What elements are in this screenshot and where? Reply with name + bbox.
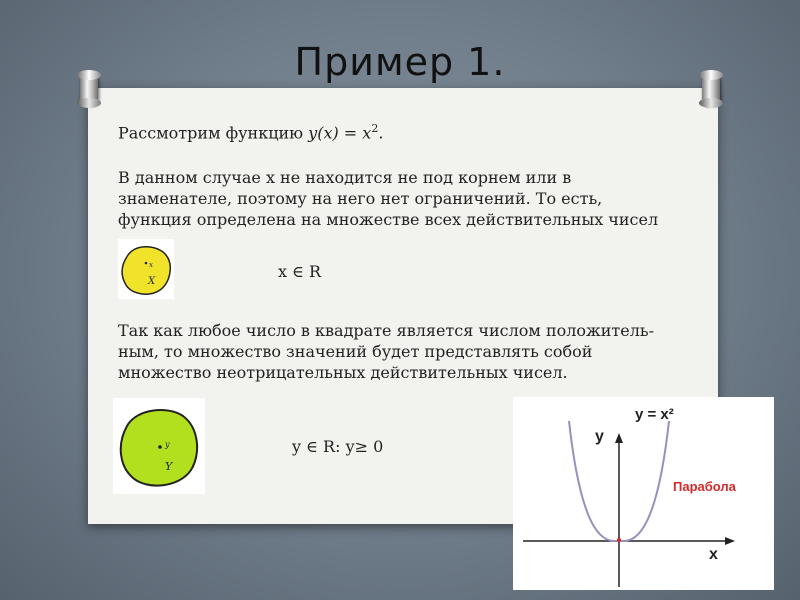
domain-blob-shape	[122, 247, 170, 294]
domain-line: знаменателе, поэтому на него нет ограничений. То есть,	[118, 189, 603, 208]
range-big-label: Y	[165, 460, 173, 473]
intro-period: .	[378, 123, 384, 143]
domain-big-label: X	[148, 276, 156, 287]
origin-point	[617, 538, 621, 542]
range-explanation	[118, 320, 654, 383]
domain-statement: x ∈ R	[278, 262, 322, 281]
range-line: ным, то множество значений будет представлять собой	[118, 342, 593, 361]
y-axis-arrow-icon	[615, 433, 623, 443]
function-formula: y(x) = x	[308, 123, 372, 143]
domain-point	[145, 262, 148, 265]
y-axis-label: y	[595, 428, 604, 445]
parabola-label: Парабола	[673, 479, 736, 494]
pin-left-icon	[80, 74, 98, 104]
graph-equation: y = x²	[635, 406, 674, 423]
intro-text: Рассмотрим функцию	[118, 123, 309, 143]
x-axis-label: x	[709, 546, 718, 563]
range-set-diagram	[113, 398, 205, 494]
domain-line: функция определена на множестве всех действительных чисел	[118, 210, 659, 229]
range-line: Так как любое число в квадрате является числом положитель-	[118, 321, 655, 340]
range-small-label: y	[165, 440, 170, 449]
function-intro	[118, 118, 383, 143]
range-statement: y ∈ R: y≥ 0	[292, 437, 384, 456]
range-line: множество неотрицательных действительных чисел.	[118, 363, 568, 382]
formula-exponent: 2	[371, 122, 379, 135]
domain-set-diagram	[118, 239, 174, 299]
domain-line: В данном случае х не находится не под корнем или в	[118, 168, 572, 187]
x-axis-arrow-icon	[725, 537, 735, 545]
domain-small-label: x	[149, 261, 153, 269]
range-point	[158, 445, 162, 449]
pin-right-icon	[702, 74, 720, 104]
parabola-graph	[513, 397, 774, 590]
slide-title: Пример 1.	[294, 40, 506, 84]
domain-explanation	[118, 167, 658, 230]
